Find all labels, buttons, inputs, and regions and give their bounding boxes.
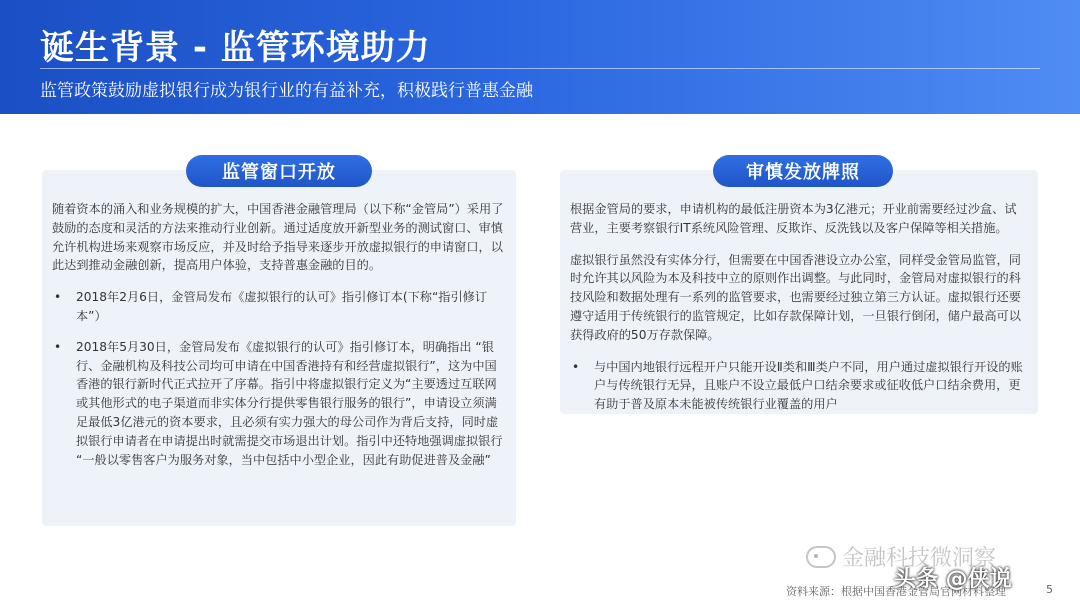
- right-paragraph-1: 根据金管局的要求，申请机构的最低注册资本为3亿港元；开业前需要经过沙盒、试营业，主要考察银行IT系统风险管理、反欺诈、反洗钱以及客户保障等相关措施。: [570, 202, 1017, 235]
- right-bullet-1: [570, 358, 1028, 414]
- bullet-icon: •: [572, 359, 580, 374]
- left-bullet-1: [52, 288, 506, 326]
- right-panel-heading: 审慎发放牌照: [713, 155, 893, 187]
- brand-watermark: 头条 @侠说: [894, 567, 1012, 592]
- left-bullet-1-text: 2018年2月6日，金管局发布《虚拟银行的认可》指引修订本(下称“指引修订本”）: [76, 290, 488, 323]
- header-divider: [40, 68, 1040, 69]
- right-panel-body: [570, 200, 1028, 426]
- bullet-icon: •: [54, 290, 62, 305]
- page-subtitle: 监管政策鼓励虚拟银行成为银行业的有益补充，积极践行普惠金融: [40, 81, 533, 101]
- left-bullet-2: [52, 338, 506, 470]
- left-panel-heading: 监管窗口开放: [186, 155, 372, 187]
- left-bullet-2-text: 2018年5月30日，金管局发布《虚拟银行的认可》指引修订本，明确指出 “银行、金融机构及科技公司均可申请在中国香港持有和经营虚拟银行”，这为中国香港的银行新时代正式拉开了序幕。指引中将虚拟银行定义为“主要透过互联网或其他形式的电子渠道而非实体分行提供零售银行服务的银行”，申请设立须满足最低3亿港元的资本要求，且必须有实力强大的母公司作为背后支持，同时虚拟银行申请者在申请提出时就需提交市场退出计划。指引中还特地强调虚拟银行 “一般以零售客户为服务对象，当中包括中小型企业，因此有助促进普及金融”: [76, 339, 503, 467]
- page-number: 5: [1046, 583, 1053, 596]
- source-note: 资料来源：根据中国香港金管局官网材料整理: [786, 585, 1006, 598]
- wechat-icon: [806, 546, 836, 568]
- left-panel-body: [52, 200, 506, 481]
- page-title: 诞生背景 - 监管环境助力: [40, 28, 431, 68]
- left-intro: 随着资本的涌入和业务规模的扩大，中国香港金融管理局（以下称“金管局”）采用了鼓励的态度和灵活的方法来推动行业创新。通过适度放开新型业务的测试窗口、审慎允许机构进场来观察市场反应，并及时给予指导来逐步开放虚拟银行的申请窗口，以此达到推动金融创新，提高用户体验，支持普惠金融的目的。: [52, 202, 504, 273]
- bullet-icon: •: [54, 339, 62, 354]
- header-banner: [0, 0, 1080, 114]
- right-panel: [560, 170, 1038, 414]
- right-bullet-1-text: 与中国内地银行远程开户只能开设Ⅱ类和Ⅲ类户不同，用户通过虚拟银行开设的账户与传统银行无异，且账户不设立最低户口结余要求或征收低户口结余费用，更有助于普及原本未能被传统银行业覆盖的用户: [594, 359, 1023, 412]
- left-panel: [42, 170, 516, 526]
- right-paragraph-2: 虚拟银行虽然没有实体分行，但需要在中国香港设立办公室，同样受金管局监管，同时允许其以风险为本及科技中立的原则作出调整。与此同时，金管局对虚拟银行的科技风险和数据处理有一系列的监管要求，也需要经过独立第三方认证。虚拟银行还要遵守适用于传统银行的监管规定，比如存款保障计划，一旦银行倒闭，储户最高可以获得政府的50万存款保障。: [570, 252, 1021, 342]
- watermark-text: 金融科技微洞察: [842, 546, 997, 571]
